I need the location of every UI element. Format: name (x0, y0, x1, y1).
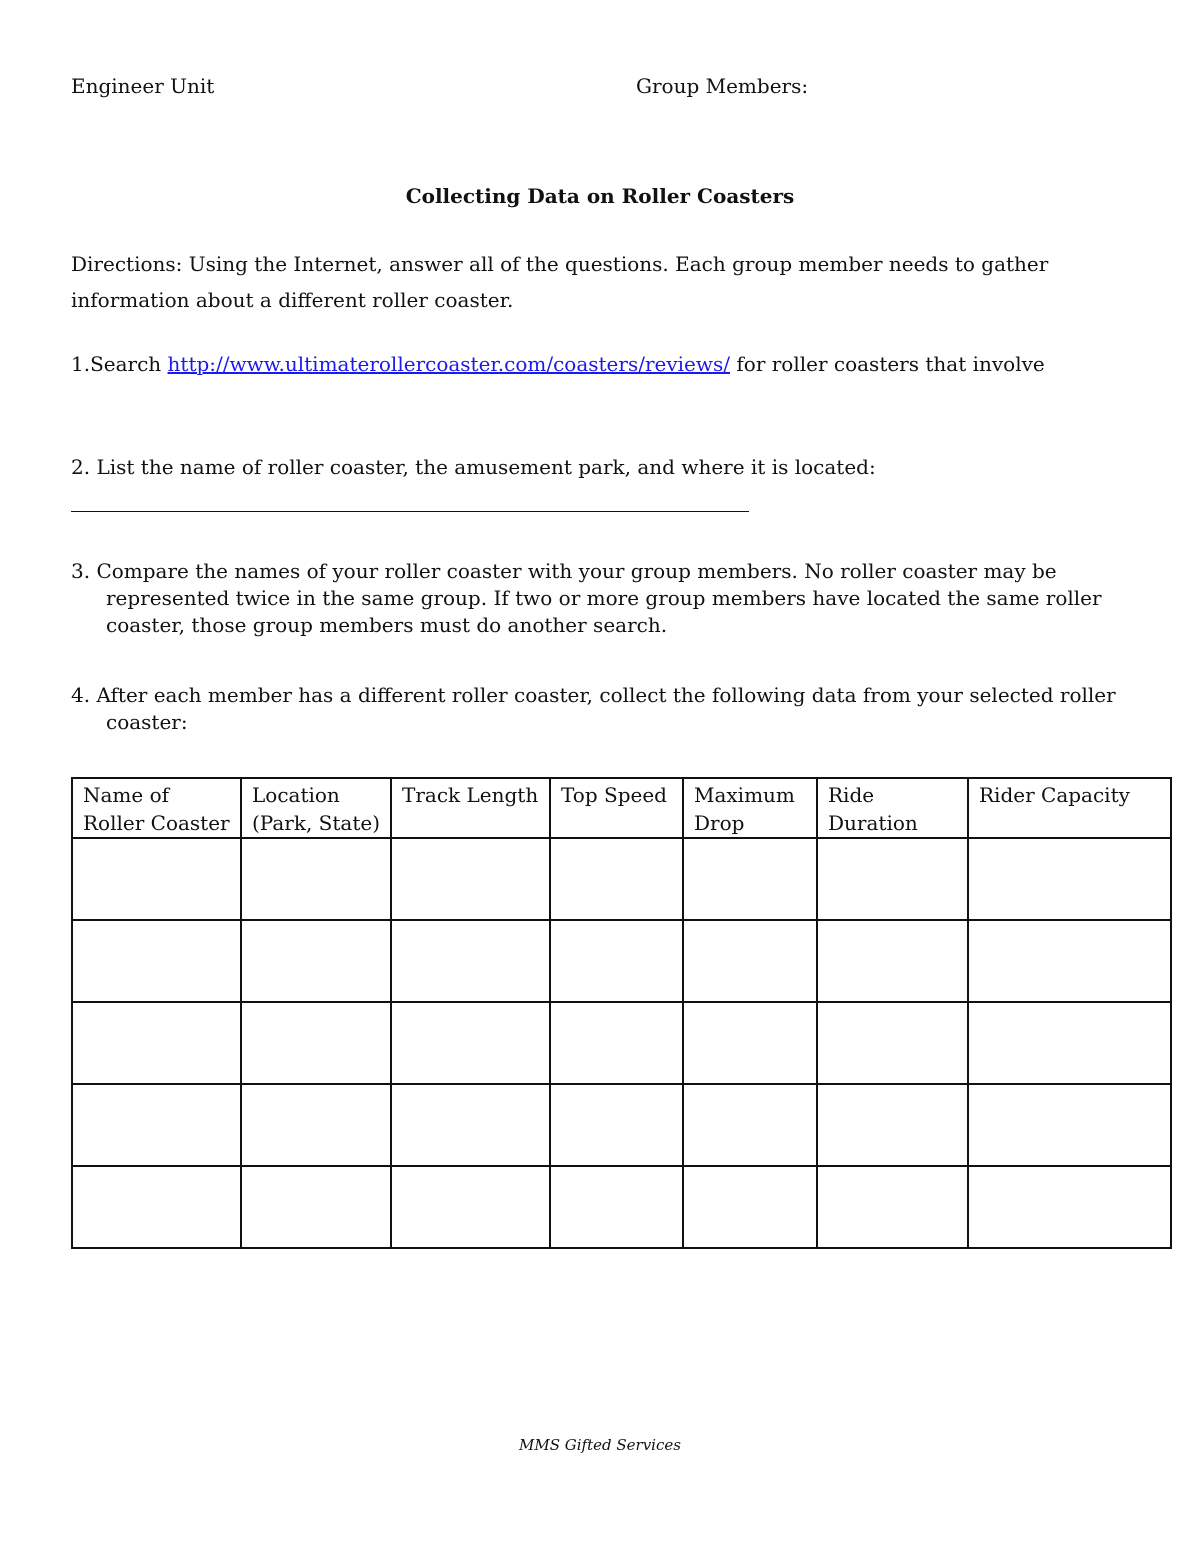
table-cell[interactable] (968, 1166, 1171, 1248)
answer-blank-line (71, 511, 749, 512)
table-header-row (72, 778, 1171, 838)
table-cell[interactable] (72, 920, 241, 1002)
directions-text: Directions: Using the Internet, answer all of the questions. Each group member needs to gather information about a different roller coaster. (71, 252, 1049, 312)
group-members-label: Group Members: (636, 74, 809, 98)
header-rider-capacity: Rider Capacity (968, 778, 1171, 838)
table-cell[interactable] (550, 1084, 683, 1166)
table-cell[interactable] (968, 1002, 1171, 1084)
table-cell[interactable] (72, 1166, 241, 1248)
table-cell[interactable] (683, 1166, 817, 1248)
header-maximum-drop: Maximum Drop (683, 778, 817, 838)
table-cell[interactable] (72, 1002, 241, 1084)
table-cell[interactable] (241, 838, 391, 920)
table-cell[interactable] (683, 1084, 817, 1166)
coaster-reviews-link[interactable]: http://www.ultimaterollercoaster.com/coasters/reviews/ (167, 352, 731, 376)
header-track-length: Track Length (391, 778, 550, 838)
table-row (72, 838, 1171, 920)
table-cell[interactable] (72, 1084, 241, 1166)
header-location: Location (Park, State) (241, 778, 391, 838)
table-cell[interactable] (241, 1166, 391, 1248)
table-cell[interactable] (683, 920, 817, 1002)
question-4: 4. After each member has a different roller coaster, collect the following data from your selected roller coaster: (71, 683, 1116, 734)
table-cell[interactable] (550, 920, 683, 1002)
table-cell[interactable] (241, 1002, 391, 1084)
table-cell[interactable] (817, 1084, 968, 1166)
footer-text: MMS Gifted Services (519, 1436, 681, 1454)
unit-label: Engineer Unit (71, 74, 215, 98)
table-row (72, 920, 1171, 1002)
question-2: 2. List the name of roller coaster, the amusement park, and where it is located: (71, 455, 876, 479)
table-cell[interactable] (817, 838, 968, 920)
table-cell[interactable] (817, 1166, 968, 1248)
table-row (72, 1084, 1171, 1166)
table-cell[interactable] (683, 1002, 817, 1084)
table-cell[interactable] (72, 838, 241, 920)
table-cell[interactable] (683, 838, 817, 920)
table-cell[interactable] (968, 920, 1171, 1002)
table-cell[interactable] (817, 920, 968, 1002)
table-row (72, 1002, 1171, 1084)
table-cell[interactable] (241, 1084, 391, 1166)
table-cell[interactable] (391, 838, 550, 920)
table-cell[interactable] (968, 1084, 1171, 1166)
header-ride-duration: Ride Duration (817, 778, 968, 838)
question-1-prefix: 1.Search (71, 352, 168, 376)
table-cell[interactable] (550, 1002, 683, 1084)
header-top-speed: Top Speed (550, 778, 683, 838)
question-1 (71, 350, 1045, 378)
table-cell[interactable] (550, 1166, 683, 1248)
table-cell[interactable] (241, 920, 391, 1002)
table-cell[interactable] (817, 1002, 968, 1084)
coaster-data-table (71, 777, 1172, 1249)
table-cell[interactable] (391, 920, 550, 1002)
table-cell[interactable] (968, 838, 1171, 920)
question-1-suffix: for roller coasters that involve (730, 352, 1045, 376)
table-row (72, 1166, 1171, 1248)
table-cell[interactable] (391, 1002, 550, 1084)
table-cell[interactable] (550, 838, 683, 920)
header-name-of-roller-coaster: Name of Roller Coaster (72, 778, 241, 838)
question-3: 3. Compare the names of your roller coaster with your group members. No roller coaster may be represented twice in the same group. If two or more group members have located the same roller coaster, those group members must do another search. (71, 559, 1102, 637)
page-title: Collecting Data on Roller Coasters (405, 184, 795, 208)
table-cell[interactable] (391, 1166, 550, 1248)
table-cell[interactable] (391, 1084, 550, 1166)
